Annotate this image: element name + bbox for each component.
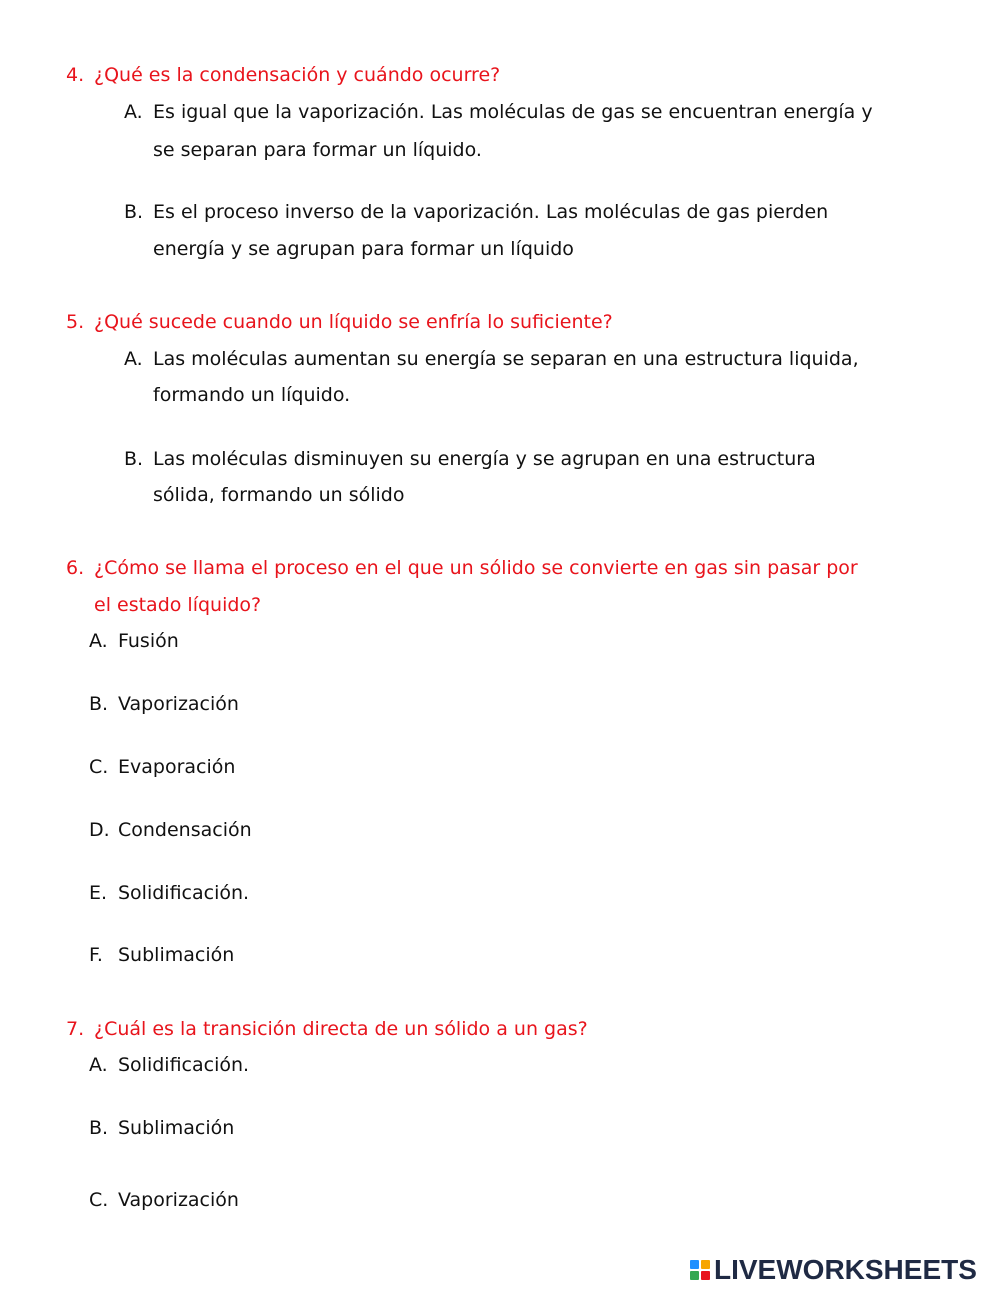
question-text-line: ¿Cómo se llama el proceso en el que un sólido se convierte en gas sin pasar por [94,557,858,579]
option-letter: B. [124,448,144,470]
option-text: Evaporación [118,756,236,778]
option-text: Condensación [118,819,252,841]
option-letter: E. [89,882,108,904]
option-text: Solidificación. [118,1054,250,1076]
option-text-line: Es el proceso inverso de la vaporización. Las moléculas de gas pierden [153,201,829,223]
option-text: Sublimación [118,944,235,966]
liveworksheets-logo [690,1254,977,1286]
option-letter: C. [89,1189,109,1211]
option-text-line: se separan para formar un líquido. [153,139,482,161]
option-text-line: formando un líquido. [153,384,351,406]
question-number: 6. [66,557,85,579]
logo-block [701,1271,710,1280]
option-text: Vaporización [118,1189,239,1211]
option-letter: A. [124,348,143,370]
option-text: Sublimación [118,1117,235,1139]
option-letter: B. [124,201,144,223]
question-number: 5. [66,311,85,333]
logo-blocks-icon [690,1260,710,1280]
logo-block [701,1260,710,1269]
option-letter: B. [89,693,109,715]
question-text-line: el estado líquido? [94,594,262,616]
question-text: ¿Qué sucede cuando un líquido se enfría lo suficiente? [94,311,613,333]
logo-text: LIVEWORKSHEETS [714,1254,977,1285]
option-letter: D. [89,819,110,841]
logo-block [690,1271,699,1280]
option-text-line: sólida, formando un sólido [153,484,405,506]
option-letter: A. [124,101,143,123]
question-number: 4. [66,64,85,86]
option-text-line: Las moléculas aumentan su energía se separan en una estructura liquida, [153,348,859,370]
option-text: Vaporización [118,693,239,715]
option-text: Solidificación. [118,882,250,904]
question-number: 7. [66,1018,85,1040]
option-text-line: energía y se agrupan para formar un líquido [153,238,574,260]
option-letter: F. [89,944,103,966]
option-text-line: Es igual que la vaporización. Las moléculas de gas se encuentran energía y [153,101,873,123]
option-letter: B. [89,1117,109,1139]
option-letter: A. [89,630,108,652]
option-letter: A. [89,1054,108,1076]
option-text-line: Las moléculas disminuyen su energía y se agrupan en una estructura [153,448,816,470]
option-letter: C. [89,756,109,778]
question-text: ¿Cuál es la transición directa de un sólido a un gas? [94,1018,588,1040]
question-text: ¿Qué es la condensación y cuándo ocurre? [94,64,501,86]
logo-block [690,1260,699,1269]
option-text: Fusión [118,630,179,652]
